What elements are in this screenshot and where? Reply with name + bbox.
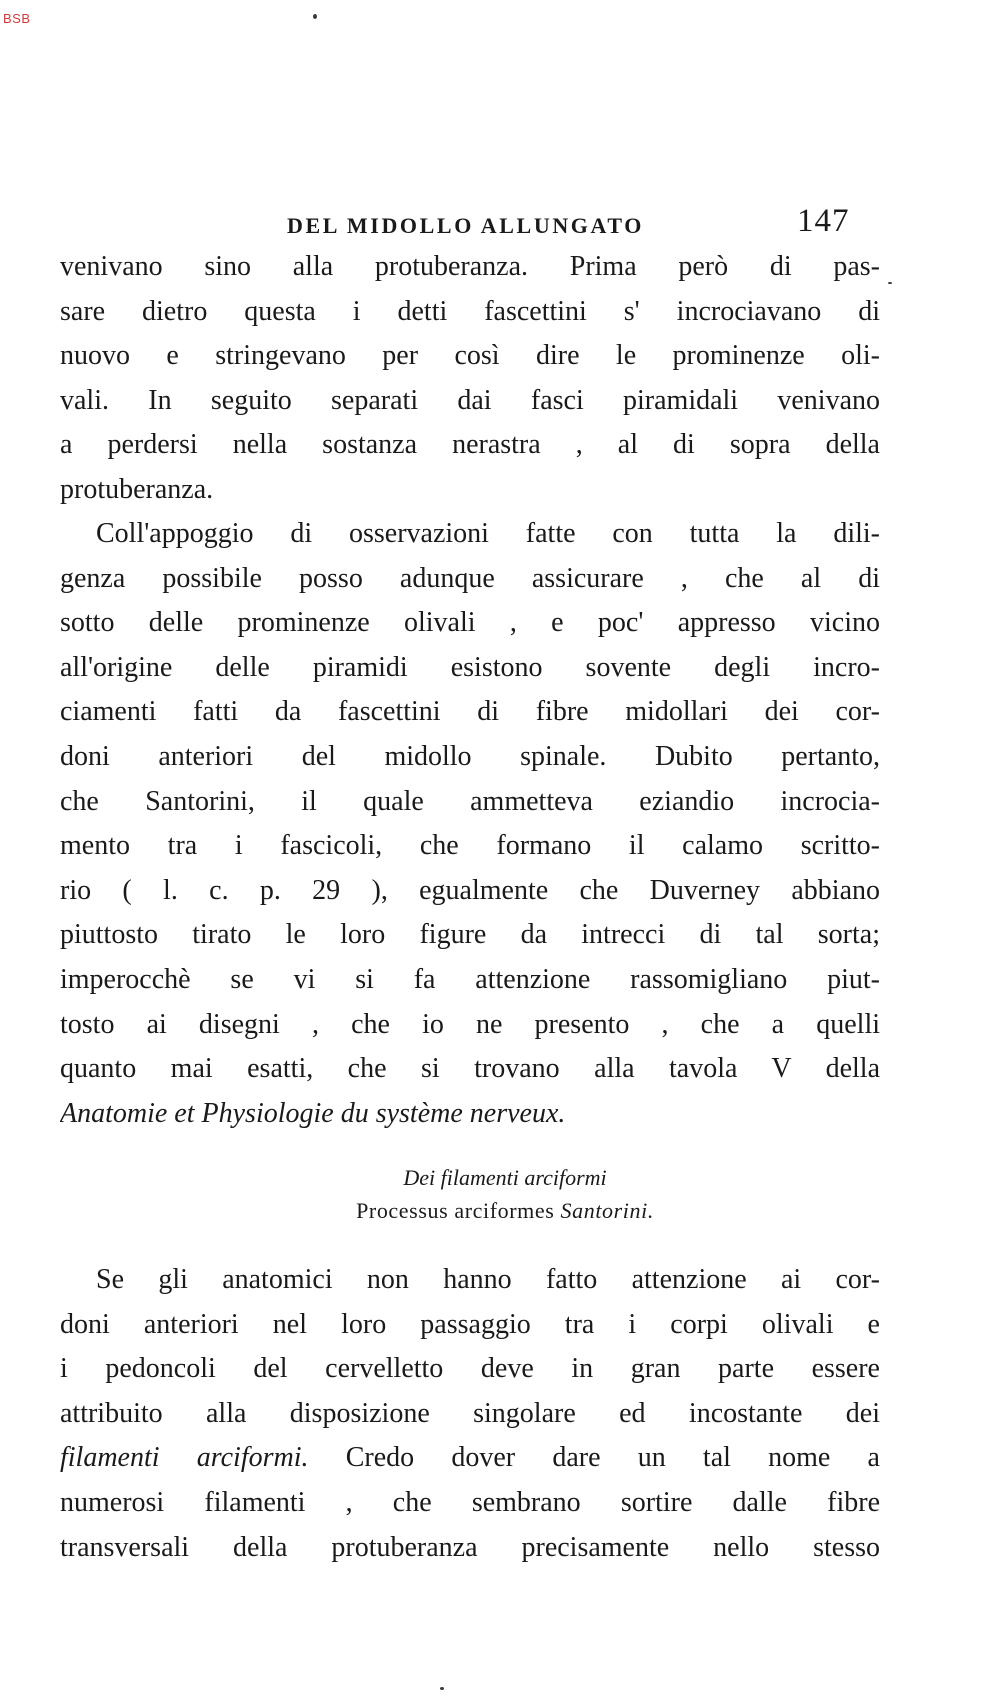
text-line: sare dietro questa i detti fascettini s' incrociavano di (60, 295, 880, 327)
text-line: doni anteriori nel loro passaggio tra i corpi olivali e (60, 1308, 880, 1340)
text-line: mento tra i fascicoli, che formano il calamo scritto- (60, 830, 880, 862)
text-line: attribuito alla disposizione singolare ed incostante dei (60, 1397, 880, 1429)
running-head (287, 203, 887, 247)
text-line: all'origine delle piramidi esistono sovente degli incro- (60, 651, 880, 683)
text-line: nuovo e stringevano per così dire le prominenze oli- (60, 340, 880, 372)
text-line (60, 1092, 880, 1137)
text-line: quanto mai esatti, che si trovano alla tavola V della (60, 1053, 880, 1085)
ink-speck (313, 14, 317, 19)
paragraph-1 (60, 245, 880, 513)
paragraph-3 (60, 1258, 880, 1570)
ink-speck (888, 282, 892, 284)
text-line: ciamenti fatti da fascettini di fibre midollari dei cor- (60, 696, 880, 728)
text-line: doni anteriori del midollo spinale. Dubito pertanto, (60, 740, 880, 772)
text-line: numerosi filamenti , che sembrano sortire dalle fibre (60, 1486, 880, 1518)
text-line: Coll'appoggio di osservazioni fatte con tutta la dili- (96, 518, 880, 549)
text-line: sotto delle prominenze olivali , e poc' appresso vicino (60, 607, 880, 639)
text-line: rio ( l. c. p. 29 ), egualmente che Duverney abbiano (60, 874, 880, 906)
running-title: DEL MIDOLLO ALLUNGATO (287, 213, 644, 238)
text-line: piuttosto tirato le loro figure da intrecci di tal sorta; (60, 919, 880, 951)
text-line: Se gli anatomici non hanno fatto attenzione ai cor- (96, 1264, 880, 1295)
italic-term: filamenti arciformi. (60, 1442, 309, 1474)
paragraph-2 (60, 512, 880, 1136)
text-line: imperocchè se vi si fa attenzione rassomigliano piut- (60, 963, 880, 995)
page-number: 147 (797, 203, 850, 239)
library-stamp: BSB (3, 11, 31, 26)
text-line: tosto ai disegni , che io ne presento , che a quelli (60, 1008, 880, 1040)
section-title: Dei filamenti arciformi (403, 1165, 607, 1190)
text-line: genza possibile posso adunque assicurare , che al di (60, 562, 880, 594)
italic-book-title: Anatomie et Physiologie du système nerveux. (60, 1097, 566, 1129)
text-line: filamenti arciformi. Credo dover dare un tal nome a (60, 1442, 880, 1474)
text-line: venivano sino alla protuberanza. Prima però di pas- (60, 251, 880, 282)
text-line: vali. In seguito separati dai fasci piramidali venivano (60, 384, 880, 416)
text-line: transversali della protuberanza precisamente nello stesso (60, 1531, 880, 1563)
text-line: protuberanza. (60, 473, 214, 505)
ink-speck (440, 1687, 444, 1690)
section-subtitle: Processus arciformes Santorini. (356, 1198, 654, 1223)
text-line: a perdersi nella sostanza nerastra , al di sopra della (60, 429, 880, 461)
text-line: i pedoncoli del cervelletto deve in gran parte essere (60, 1353, 880, 1385)
text-line: che Santorini, il quale ammetteva eziandio incrocia- (60, 785, 880, 817)
